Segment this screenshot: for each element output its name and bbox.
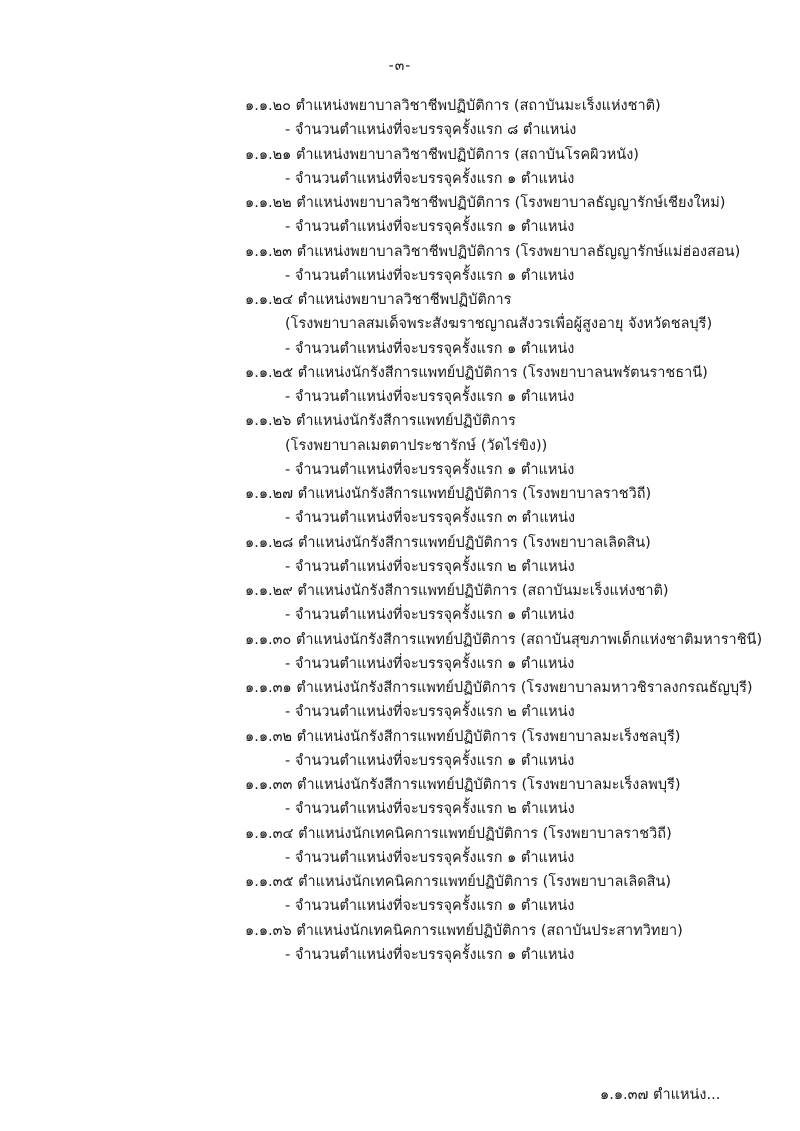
- position-count: - จำนวนตำแหน่งที่จะบรรจุครั้งแรก ๑ ตำแหน่ง: [285, 849, 575, 866]
- position-heading: ๑.๑.๒๐ ตำแหน่งพยาบาลวิชาชีพปฏิบัติการ (สถาบันมะเร็งแห่งชาติ): [245, 98, 661, 114]
- position-heading: ๑.๑.๒๓ ตำแหน่งพยาบาลวิชาชีพปฏิบัติการ (โรงพยาบาลธัญญารักษ์แม่ฮ่องสอน): [245, 243, 741, 260]
- position-count: - จำนวนตำแหน่งที่จะบรรจุครั้งแรก ๑ ตำแหน่ง: [285, 267, 575, 284]
- position-unit: (โรงพยาบาลสมเด็จพระสังฆราชญาณสังวรเพื่อผู้สูงอายุ จังหวัดชลบุรี): [285, 316, 713, 333]
- page-number: -๓-: [388, 58, 412, 74]
- position-count: - จำนวนตำแหน่งที่จะบรรจุครั้งแรก ๑ ตำแหน่ง: [285, 170, 575, 187]
- position-count: - จำนวนตำแหน่งที่จะบรรจุครั้งแรก ๘ ตำแหน่ง: [285, 122, 577, 139]
- position-heading: ๑.๑.๓๖ ตำแหน่งนักเทคนิคการแพทย์ปฏิบัติการ (สถาบันประสาทวิทยา): [245, 922, 683, 939]
- position-count: - จำนวนตำแหน่งที่จะบรรจุครั้งแรก ๑ ตำแหน่ง: [285, 461, 575, 478]
- position-count: - จำนวนตำแหน่งที่จะบรรจุครั้งแรก ๒ ตำแหน่ง: [285, 801, 575, 818]
- position-heading: ๑.๑.๓๑ ตำแหน่งนักรังสีการแพทย์ปฏิบัติการ (โรงพยาบาลมหาวชิราลงกรณธัญบุรี): [245, 680, 753, 696]
- position-heading: ๑.๑.๒๑ ตำแหน่งพยาบาลวิชาชีพปฏิบัติการ (สถาบันโรคผิวหนัง): [245, 146, 639, 163]
- position-count: - จำนวนตำแหน่งที่จะบรรจุครั้งแรก ๑ ตำแหน่ง: [285, 752, 575, 769]
- position-count: - จำนวนตำแหน่งที่จะบรรจุครั้งแรก ๑ ตำแหน่ง: [285, 946, 575, 963]
- position-heading: ๑.๑.๒๒ ตำแหน่งพยาบาลวิชาชีพปฏิบัติการ (โรงพยาบาลธัญญารักษ์เชียงใหม่): [245, 195, 726, 211]
- position-heading: ๑.๑.๓๓ ตำแหน่งนักรังสีการแพทย์ปฏิบัติการ (โรงพยาบาลมะเร็งลพบุรี): [245, 777, 681, 793]
- position-heading: ๑.๑.๒๕ ตำแหน่งนักรังสีการแพทย์ปฏิบัติการ (โรงพยาบาลนพรัตนราชธานี): [245, 364, 708, 381]
- position-count: - จำนวนตำแหน่งที่จะบรรจุครั้งแรก ๑ ตำแหน่ง: [285, 389, 575, 405]
- position-heading: ๑.๑.๒๖ ตำแหน่งนักรังสีการแพทย์ปฏิบัติการ: [245, 413, 516, 430]
- position-heading: ๑.๑.๓๒ ตำแหน่งนักรังสีการแพทย์ปฏิบัติการ (โรงพยาบาลมะเร็งชลบุรี): [245, 728, 681, 745]
- position-unit: (โรงพยาบาลเมตตาประชารักษ์ (วัดไร่ขิง)): [285, 437, 548, 454]
- position-count: - จำนวนตำแหน่งที่จะบรรจุครั้งแรก ๒ ตำแหน่ง: [285, 704, 575, 721]
- position-count: - จำนวนตำแหน่งที่จะบรรจุครั้งแรก ๑ ตำแหน่ง: [285, 607, 575, 624]
- position-count: - จำนวนตำแหน่งที่จะบรรจุครั้งแรก ๑ ตำแหน่ง: [285, 898, 575, 915]
- continuation-reference: ๑.๑.๓๗ ตำแหน่ง...: [600, 1087, 721, 1103]
- position-heading: ๑.๑.๒๙ ตำแหน่งนักรังสีการแพทย์ปฏิบัติการ (สถาบันมะเร็งแห่งชาติ): [245, 583, 669, 599]
- position-heading: ๑.๑.๓๐ ตำแหน่งนักรังสีการแพทย์ปฏิบัติการ (สถาบันสุขภาพเด็กแห่งชาติมหาราชินี): [245, 631, 763, 648]
- position-count: - จำนวนตำแหน่งที่จะบรรจุครั้งแรก ๒ ตำแหน่ง: [285, 558, 575, 575]
- position-heading: ๑.๑.๒๘ ตำแหน่งนักรังสีการแพทย์ปฏิบัติการ (โรงพยาบาลเลิดสิน): [245, 534, 651, 551]
- position-count: - จำนวนตำแหน่งที่จะบรรจุครั้งแรก ๑ ตำแหน่ง: [285, 340, 575, 357]
- position-heading: ๑.๑.๓๔ ตำแหน่งนักเทคนิคการแพทย์ปฏิบัติการ (โรงพยาบาลราชวิถี): [245, 825, 672, 842]
- position-heading: ๑.๑.๓๕ ตำแหน่งนักเทคนิคการแพทย์ปฏิบัติการ (โรงพยาบาลเลิดสิน): [245, 874, 672, 890]
- position-heading: ๑.๑.๒๗ ตำแหน่งนักรังสีการแพทย์ปฏิบัติการ (โรงพยาบาลราชวิถี): [245, 486, 652, 502]
- position-count: - จำนวนตำแหน่งที่จะบรรจุครั้งแรก ๓ ตำแหน่ง: [285, 510, 576, 527]
- position-count: - จำนวนตำแหน่งที่จะบรรจุครั้งแรก ๑ ตำแหน่ง: [285, 219, 575, 236]
- position-count: - จำนวนตำแหน่งที่จะบรรจุครั้งแรก ๑ ตำแหน่ง: [285, 655, 575, 672]
- position-heading: ๑.๑.๒๔ ตำแหน่งพยาบาลวิชาชีพปฏิบัติการ: [245, 292, 512, 308]
